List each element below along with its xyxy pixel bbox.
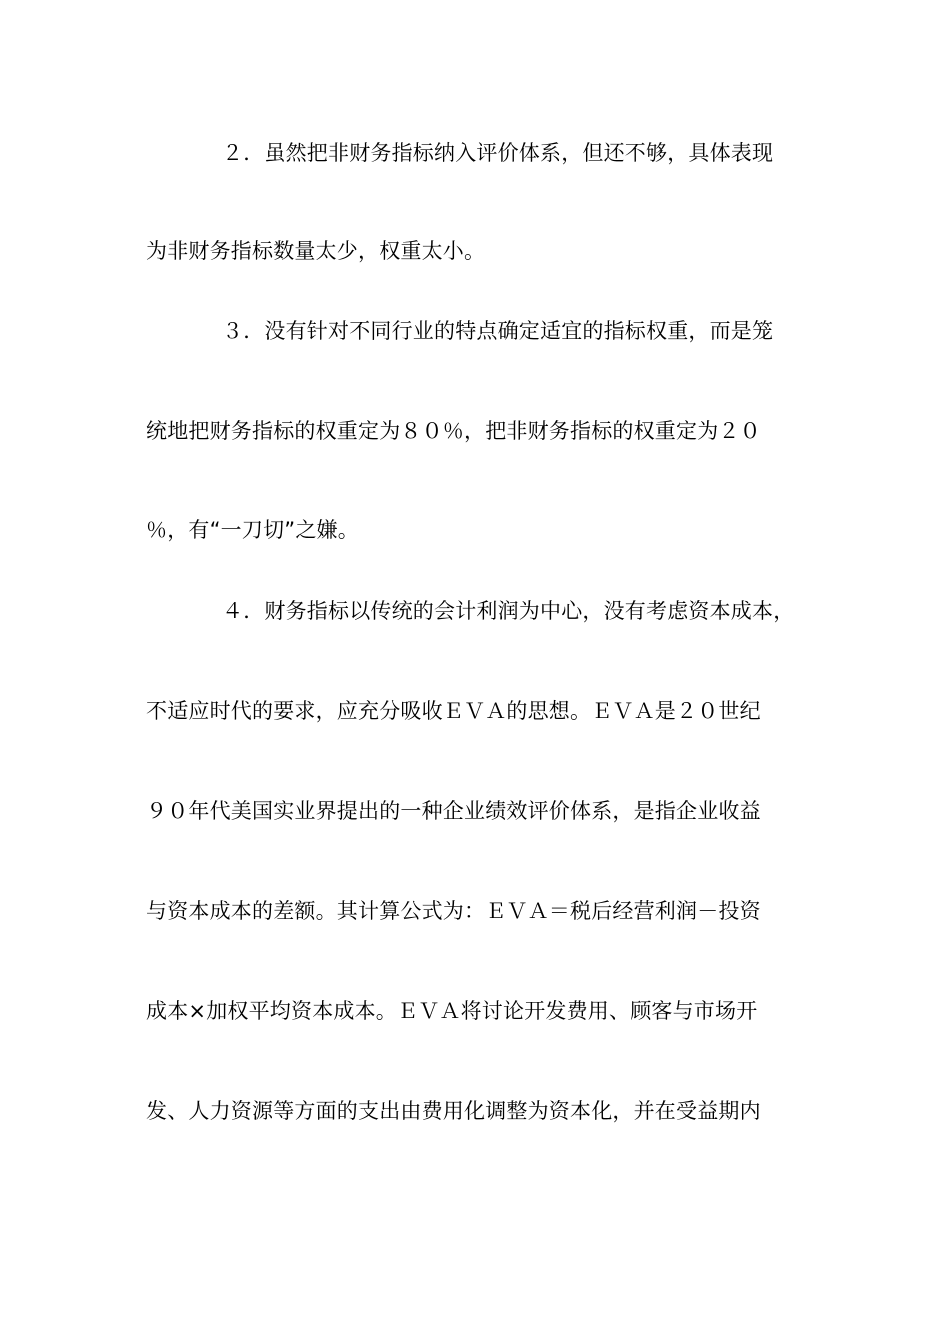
paragraph-2-line-2: 为非财务指标数量太少，权重太小。 — [146, 239, 486, 263]
paragraph-4-line-3: ９０年代美国实业界提出的一种企业绩效评价体系，是指企业收益 — [146, 799, 761, 823]
paragraph-4-line-4: 与资本成本的差额。其计算公式为：ＥＶＡ＝税后经营利润－投资 — [146, 899, 761, 923]
paragraph-4-line-1: ４．财务指标以传统的会计利润为中心，没有考虑资本成本， — [222, 599, 795, 623]
paragraph-4-line-6: 发、人力资源等方面的支出由费用化调整为资本化，并在受益期内 — [146, 1099, 761, 1123]
paragraph-3-line-2: 统地把财务指标的权重定为８０％，把非财务指标的权重定为２０ — [146, 419, 761, 443]
paragraph-3-line-1: ３．没有针对不同行业的特点确定适宜的指标权重，而是笼 — [222, 319, 774, 343]
paragraph-4-line-2: 不适应时代的要求，应充分吸收ＥＶＡ的思想。ＥＶＡ是２０世纪 — [146, 699, 761, 723]
paragraph-2-line-1: ２．虽然把非财务指标纳入评价体系，但还不够，具体表现 — [222, 141, 774, 165]
paragraph-4-line-5: 成本×加权平均资本成本。ＥＶＡ将讨论开发费用、顾客与市场开 — [146, 999, 758, 1023]
paragraph-3-line-3: ％，有“一刀切”之嫌。 — [146, 518, 359, 542]
